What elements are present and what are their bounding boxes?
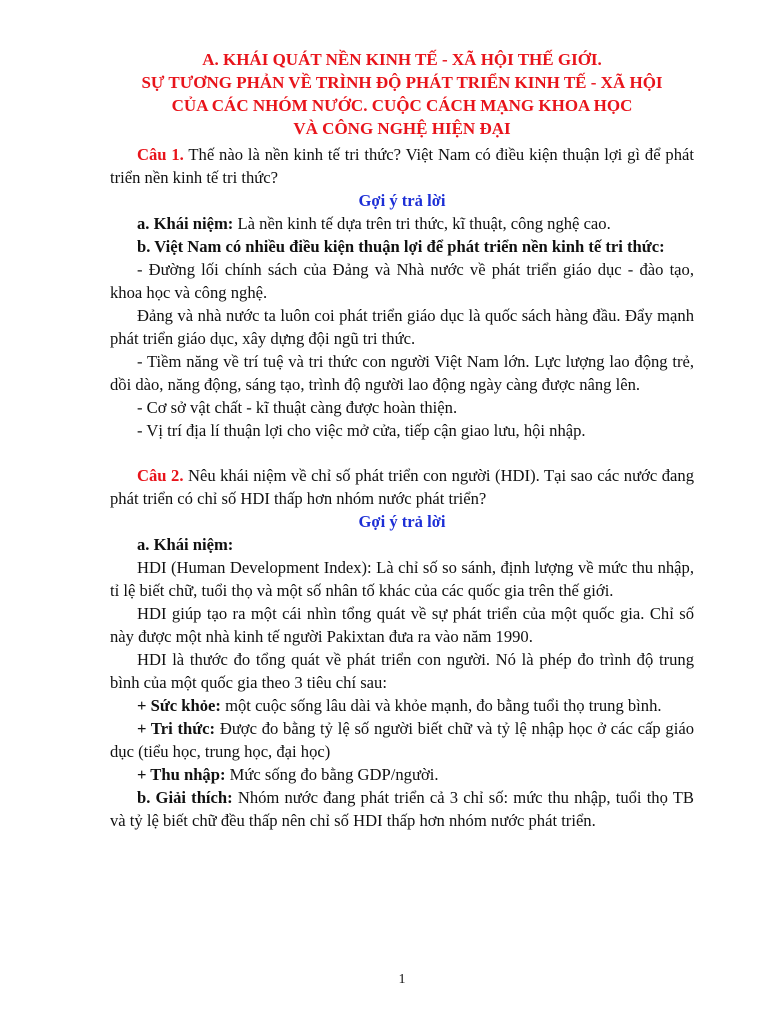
q1-conditions-label: b. Việt Nam có nhiều điều kiện thuận lợi để phát triển nền kinh tế tri thức: (137, 237, 665, 256)
q2-health-label: + Sức khỏe: (137, 696, 221, 715)
page-number: 1 (398, 972, 406, 987)
spacer (110, 442, 694, 464)
q2-explanation (110, 786, 694, 832)
q1-paragraph-1: - Đường lối chính sách của Đảng và Nhà nước về phát triển giáo dục - đào tạo, khoa học và công nghệ. (110, 260, 694, 302)
q2-knowledge-text: Được đo bằng tỷ lệ số người biết chữ và tỷ lệ nhập học ở các cấp giáo dục (tiểu học, trung học, đại học) (110, 719, 694, 761)
q2-explanation-text: Nhóm nước đang phát triển cả 3 chỉ số: mức thu nhập, tuổi thọ TB và tỷ lệ biết chữ đều thấp nên chỉ số HDI thấp hơn nhóm nước phát triển. (110, 788, 694, 830)
q2-paragraph-1: HDI (Human Development Index): Là chỉ số so sánh, định lượng về mức thu nhập, tỉ lệ biết chữ, tuổi thọ và một số nhân tố khác của các quốc gia trên thế giới. (110, 558, 694, 600)
q2-income-label: + Thu nhập: (137, 765, 226, 784)
q2-income-criterion (110, 763, 694, 786)
answer-hint-heading-2: Gợi ý trả lời (358, 512, 446, 531)
q1-concept-label: a. Khái niệm: (137, 214, 234, 233)
q1-paragraph-3: - Tiềm năng về trí tuệ và tri thức con người Việt Nam lớn. Lực lượng lao động trẻ, dồi dào, năng động, sáng tạo, trình độ người lao động ngày càng được nâng lên. (110, 352, 694, 394)
title-line-3: CỦA CÁC NHÓM NƯỚC. CUỘC CÁCH MẠNG KHOA HỌC (171, 96, 633, 115)
q1-conditions-heading (110, 235, 694, 258)
question-1-label: Câu 1. (137, 145, 184, 164)
q2-concept-label: a. Khái niệm: (137, 535, 234, 554)
answer-hint-heading: Gợi ý trả lời (358, 191, 446, 210)
title-line-4: VÀ CÔNG NGHỆ HIỆN ĐẠI (293, 119, 511, 138)
q1-paragraph-5: - Vị trí địa lí thuận lợi cho việc mở cửa, tiếp cận giao lưu, hội nhập. (137, 421, 586, 440)
q1-paragraph-2: Đảng và nhà nước ta luôn coi phát triển giáo dục là quốc sách hàng đầu. Đẩy mạnh phát triển giáo dục, xây dựng đội ngũ tri thức. (110, 306, 694, 348)
document-page (110, 48, 694, 832)
q1-concept (110, 212, 694, 235)
q2-health-criterion (110, 694, 694, 717)
q2-knowledge-label: + Tri thức: (137, 719, 216, 738)
q2-concept-heading (110, 533, 694, 556)
question-2 (110, 464, 694, 510)
q2-knowledge-criterion (110, 717, 694, 763)
q2-health-text: một cuộc sống lâu dài và khỏe mạnh, đo bằng tuổi thọ trung bình. (220, 696, 662, 715)
q2-income-text: Mức sống đo bằng GDP/người. (225, 765, 439, 784)
q2-paragraph-3: HDI là thước đo tổng quát về phát triển con người. Nó là phép đo trình độ trung bình của một quốc gia theo 3 tiêu chí sau: (110, 650, 694, 692)
title-line-1: A. KHÁI QUÁT NỀN KINH TẾ - XÃ HỘI THẾ GIỚI. (202, 50, 602, 69)
q2-paragraph-2: HDI giúp tạo ra một cái nhìn tổng quát về sự phát triển của một quốc gia. Chỉ số này được một nhà kinh tế người Pakixtan đưa ra vào năm 1990. (110, 604, 694, 646)
q2-explanation-label: b. Giải thích: (137, 788, 233, 807)
question-1-text: Thế nào là nền kinh tế tri thức? Việt Nam có điều kiện thuận lợi gì để phát triển nền kinh tế tri thức? (110, 145, 694, 187)
q1-concept-text: Là nền kinh tế dựa trên tri thức, kĩ thuật, công nghệ cao. (233, 214, 611, 233)
question-2-label: Câu 2. (137, 466, 184, 485)
title-line-2: SỰ TƯƠNG PHẢN VỀ TRÌNH ĐỘ PHÁT TRIỂN KINH TẾ - XÃ HỘI (141, 73, 663, 92)
question-2-text: Nêu khái niệm về chỉ số phát triển con người (HDI). Tại sao các nước đang phát triển có chỉ số HDI thấp hơn nhóm nước phát triển? (110, 466, 694, 508)
question-1 (110, 143, 694, 189)
q1-paragraph-4: - Cơ sở vật chất - kĩ thuật càng được hoàn thiện. (137, 398, 458, 417)
document-title (110, 48, 694, 140)
